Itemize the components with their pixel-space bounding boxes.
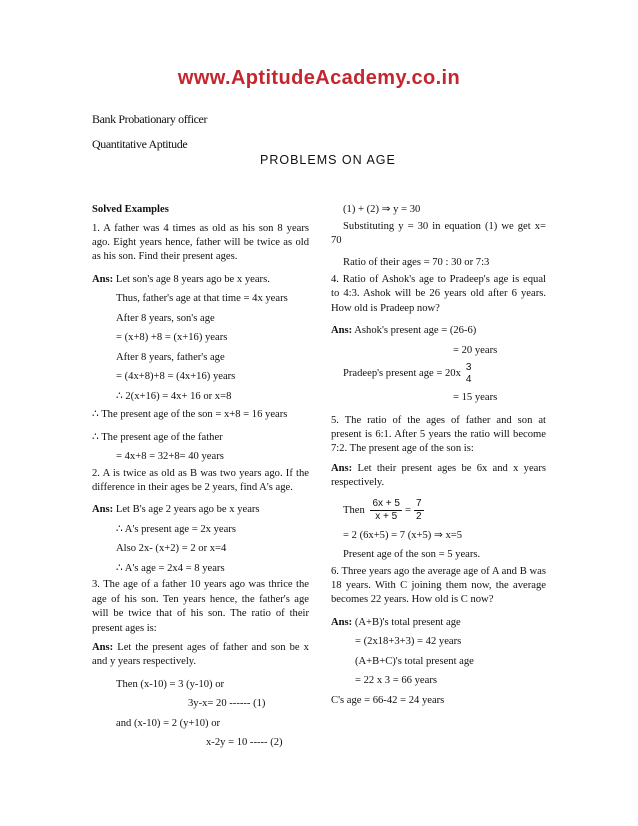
solution-line: = 20 years: [453, 344, 498, 356]
fraction-numerator: 6x + 5: [372, 497, 400, 509]
answer-label: Ans:: [92, 273, 114, 285]
solution-line: = 15 years: [453, 392, 498, 404]
solution-line: (A+B+C)'s total present age: [355, 655, 474, 667]
answer-text: Let B's age 2 years ago be x years: [115, 504, 260, 516]
solution-line: (1) + (2) ⇒ y = 30: [343, 204, 421, 215]
equals-sign: =: [404, 504, 411, 516]
solution-line: Thus, father's age at that time = 4x years: [116, 293, 288, 305]
fraction: [464, 362, 474, 386]
solution-line: = (x+8) +8 = (x+16) years: [116, 332, 228, 344]
question-4: 4. Ratio of Ashok's age to Pradeep's age is equal to 4:3. Ashok will be 26 years old after 6 years. How old is Pradeep now?: [331, 273, 546, 314]
solution-line: Present age of the son = 5 years.: [343, 549, 481, 561]
solution-line: After 8 years, father's age: [116, 351, 225, 363]
answer-text: Ashok's present age = (26-6): [354, 325, 477, 337]
right-column: [331, 200, 546, 710]
solution-line: x-2y = 10 ----- (2): [206, 737, 283, 749]
answer-label: Ans:: [92, 504, 114, 516]
answer-text: (A+B)'s total present age: [354, 616, 461, 628]
question-3: 3. The age of a father 10 years ago was thrice the age of his son. Ten years hence, the father's age will be twice that of his son. The ratio of their present ages is:: [92, 579, 309, 634]
solution-line: = (2x18+3+3) = 42 years: [355, 636, 462, 648]
fraction-numerator: 7: [415, 497, 422, 509]
fraction: [414, 498, 424, 523]
answer-label: Ans:: [92, 642, 114, 654]
solution-line: 3y-x= 20 ------ (1): [188, 698, 266, 710]
question-1: 1. A father was 4 times as old as his son 8 years ago. Eight years hence, father will be twice as old as his son. Find their present ages.: [92, 222, 309, 263]
solution-line: = (4x+8)+8 = (4x+16) years: [116, 371, 236, 383]
answer-label: Ans:: [331, 325, 353, 337]
fraction-denominator: 2: [415, 510, 422, 522]
fraction: [370, 498, 402, 523]
page-title: PROBLEMS ON AGE: [260, 153, 396, 167]
header-line-1: Bank Probationary officer: [92, 112, 208, 126]
solution-line: = 2 (6x+5) = 7 (x+5) ⇒ x=5: [343, 529, 463, 541]
answer-text: Let the present ages of father and son be x and y years respectively.: [92, 642, 309, 668]
question-5: 5. The ratio of the ages of father and son at present is 6:1. After 5 years the ratio will become 7:2. The present age of the son is:: [331, 414, 546, 455]
solution-line: ∴ A's present age = 2x years: [116, 523, 236, 535]
site-url: www.AptitudeAcademy.co.in: [177, 67, 461, 89]
fraction-numerator: 3: [465, 361, 472, 373]
fraction-denominator: x + 5: [375, 510, 398, 522]
solution-line: Also 2x- (x+2) = 2 or x=4: [116, 543, 227, 555]
question-2: 2. A is twice as old as B was two years ago. If the difference in their ages be 2 years, find A's age.: [92, 467, 309, 494]
solution-line: = 22 x 3 = 66 years: [355, 675, 437, 687]
solution-line: = 4x+8 = 32+8= 40 years: [116, 451, 224, 463]
question-6: 6. Three years ago the average age of A and B was 18 years. With C joining them now, the average becomes 22 years. How old is C now?: [331, 565, 546, 606]
fraction-denominator: 4: [465, 373, 472, 385]
answer-text: Let their present ages be 6x and x years respectively.: [331, 462, 546, 489]
solution-line: Then (x-10) = 3 (y-10) or: [116, 678, 225, 690]
answer-text: Let son's age 8 years ago be x years.: [115, 273, 270, 285]
answer-label: Ans:: [331, 616, 353, 628]
solution-line: Ratio of their ages = 70 : 30 or 7:3: [343, 257, 490, 269]
solution-line: Pradeep's present age = 20x: [343, 368, 461, 380]
solution-line: ∴ 2(x+16) = 4x+ 16 or x=8: [116, 390, 232, 402]
solution-line: C's age = 66-42 = 24 years: [331, 694, 445, 706]
solution-line: ∴ The present age of the father: [92, 431, 223, 443]
solution-line: Substituting y = 30 in equation (1) we get x= 70: [331, 220, 546, 246]
solution-line: ∴ The present age of the son = x+8 = 16 years: [92, 409, 288, 421]
solution-line: After 8 years, son's age: [116, 312, 215, 324]
solution-line: and (x-10) = 2 (y+10) or: [116, 717, 221, 729]
header-line-2: Quantitative Aptitude: [92, 137, 188, 151]
answer-label: Ans:: [331, 462, 353, 474]
section-heading: Solved Examples: [92, 204, 169, 215]
solution-line: ∴ A's age = 2x4 = 8 years: [116, 562, 225, 574]
then-label: Then: [343, 504, 365, 516]
left-column: [92, 200, 309, 753]
